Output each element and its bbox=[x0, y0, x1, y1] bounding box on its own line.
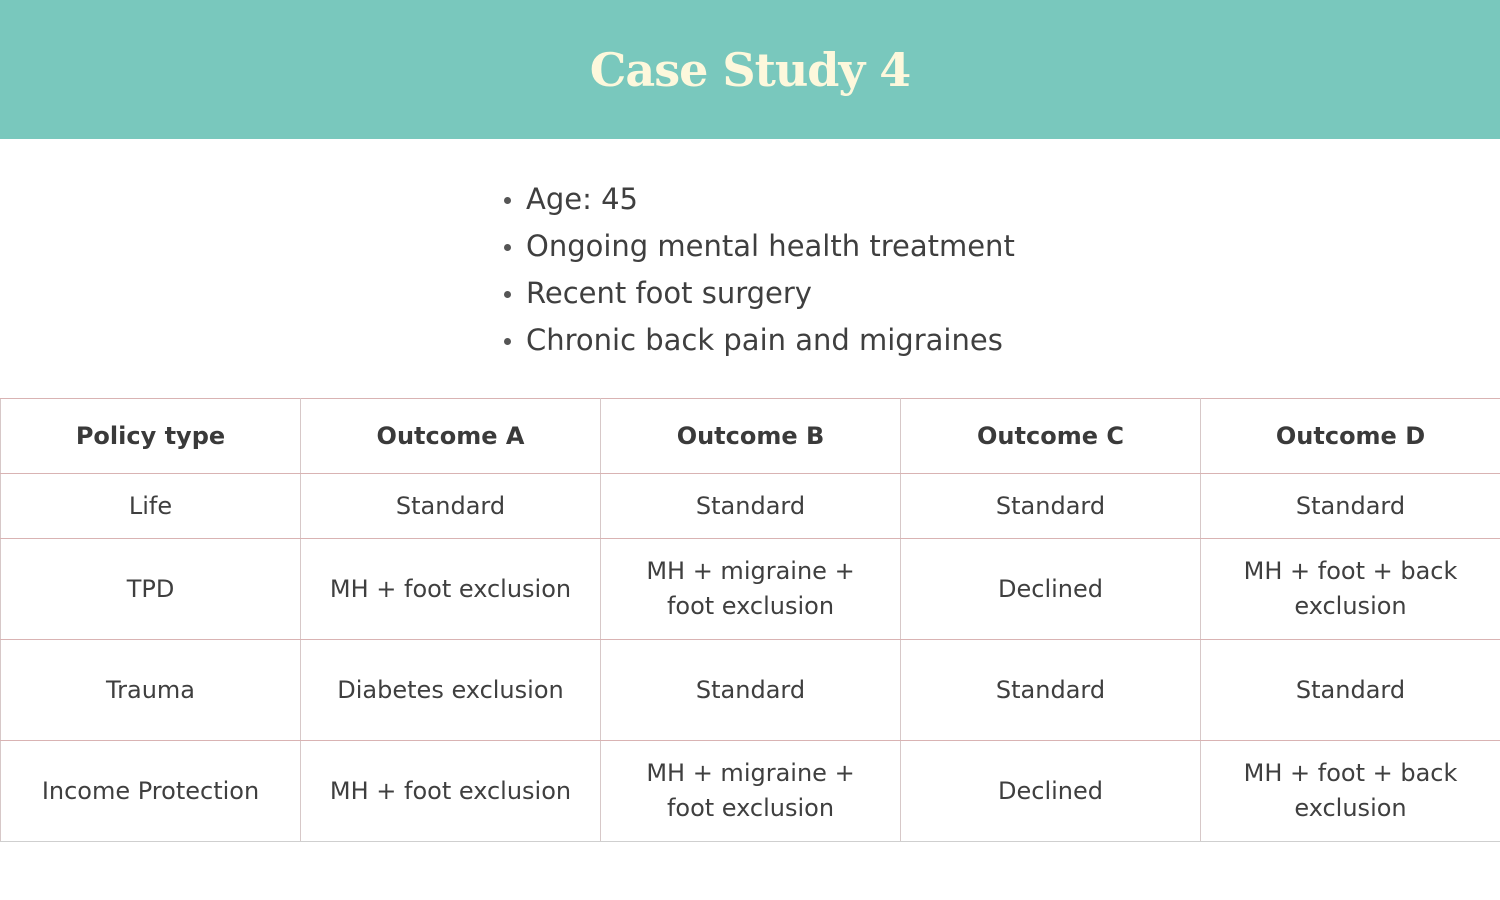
table-row bbox=[1, 539, 1500, 640]
table-cell: MH + foot + back exclusion bbox=[1201, 539, 1500, 640]
profile-item-text: Chronic back pain and migraines bbox=[526, 323, 1003, 357]
list-item bbox=[500, 176, 1015, 223]
table-cell: Diabetes exclusion bbox=[301, 640, 601, 741]
table-cell: Standard bbox=[901, 640, 1201, 741]
list-item bbox=[500, 223, 1015, 270]
bullet-icon bbox=[504, 197, 511, 204]
table-cell: MH + migraine + foot exclusion bbox=[601, 741, 901, 842]
table-cell: Life bbox=[1, 474, 301, 539]
table-cell: MH + foot exclusion bbox=[301, 741, 601, 842]
table-cell: Standard bbox=[1201, 474, 1500, 539]
table-cell: Income Protection bbox=[1, 741, 301, 842]
profile-item-text: Recent foot surgery bbox=[526, 276, 812, 310]
table-cell: Standard bbox=[1201, 640, 1500, 741]
table-cell: Standard bbox=[601, 474, 901, 539]
table-cell: MH + foot + back exclusion bbox=[1201, 741, 1500, 842]
column-header-policy-type: Policy type bbox=[1, 399, 301, 474]
column-header-outcome-a: Outcome A bbox=[301, 399, 601, 474]
table-cell: Trauma bbox=[1, 640, 301, 741]
table-cell: Declined bbox=[901, 741, 1201, 842]
outcomes-table bbox=[0, 398, 1500, 842]
bullet-icon bbox=[504, 291, 511, 298]
column-header-outcome-b: Outcome B bbox=[601, 399, 901, 474]
table-row bbox=[1, 741, 1500, 842]
table-cell: Declined bbox=[901, 539, 1201, 640]
table-row bbox=[1, 474, 1500, 539]
table-header-row bbox=[1, 399, 1500, 474]
page-title: Case Study 4 bbox=[589, 42, 911, 97]
profile-item-text: Ongoing mental health treatment bbox=[526, 229, 1015, 263]
bullet-icon bbox=[504, 244, 511, 251]
bullet-icon bbox=[504, 338, 511, 345]
table-cell: Standard bbox=[601, 640, 901, 741]
table-cell: MH + foot exclusion bbox=[301, 539, 601, 640]
list-item bbox=[500, 270, 1015, 317]
column-header-outcome-d: Outcome D bbox=[1201, 399, 1500, 474]
table-cell: Standard bbox=[901, 474, 1201, 539]
table-cell: Standard bbox=[301, 474, 601, 539]
title-banner bbox=[0, 0, 1500, 139]
profile-item-text: Age: 45 bbox=[526, 182, 638, 216]
case-profile-list bbox=[500, 176, 1015, 364]
list-item bbox=[500, 317, 1015, 364]
table-cell: MH + migraine + foot exclusion bbox=[601, 539, 901, 640]
column-header-outcome-c: Outcome C bbox=[901, 399, 1201, 474]
table-row bbox=[1, 640, 1500, 741]
table-cell: TPD bbox=[1, 539, 301, 640]
